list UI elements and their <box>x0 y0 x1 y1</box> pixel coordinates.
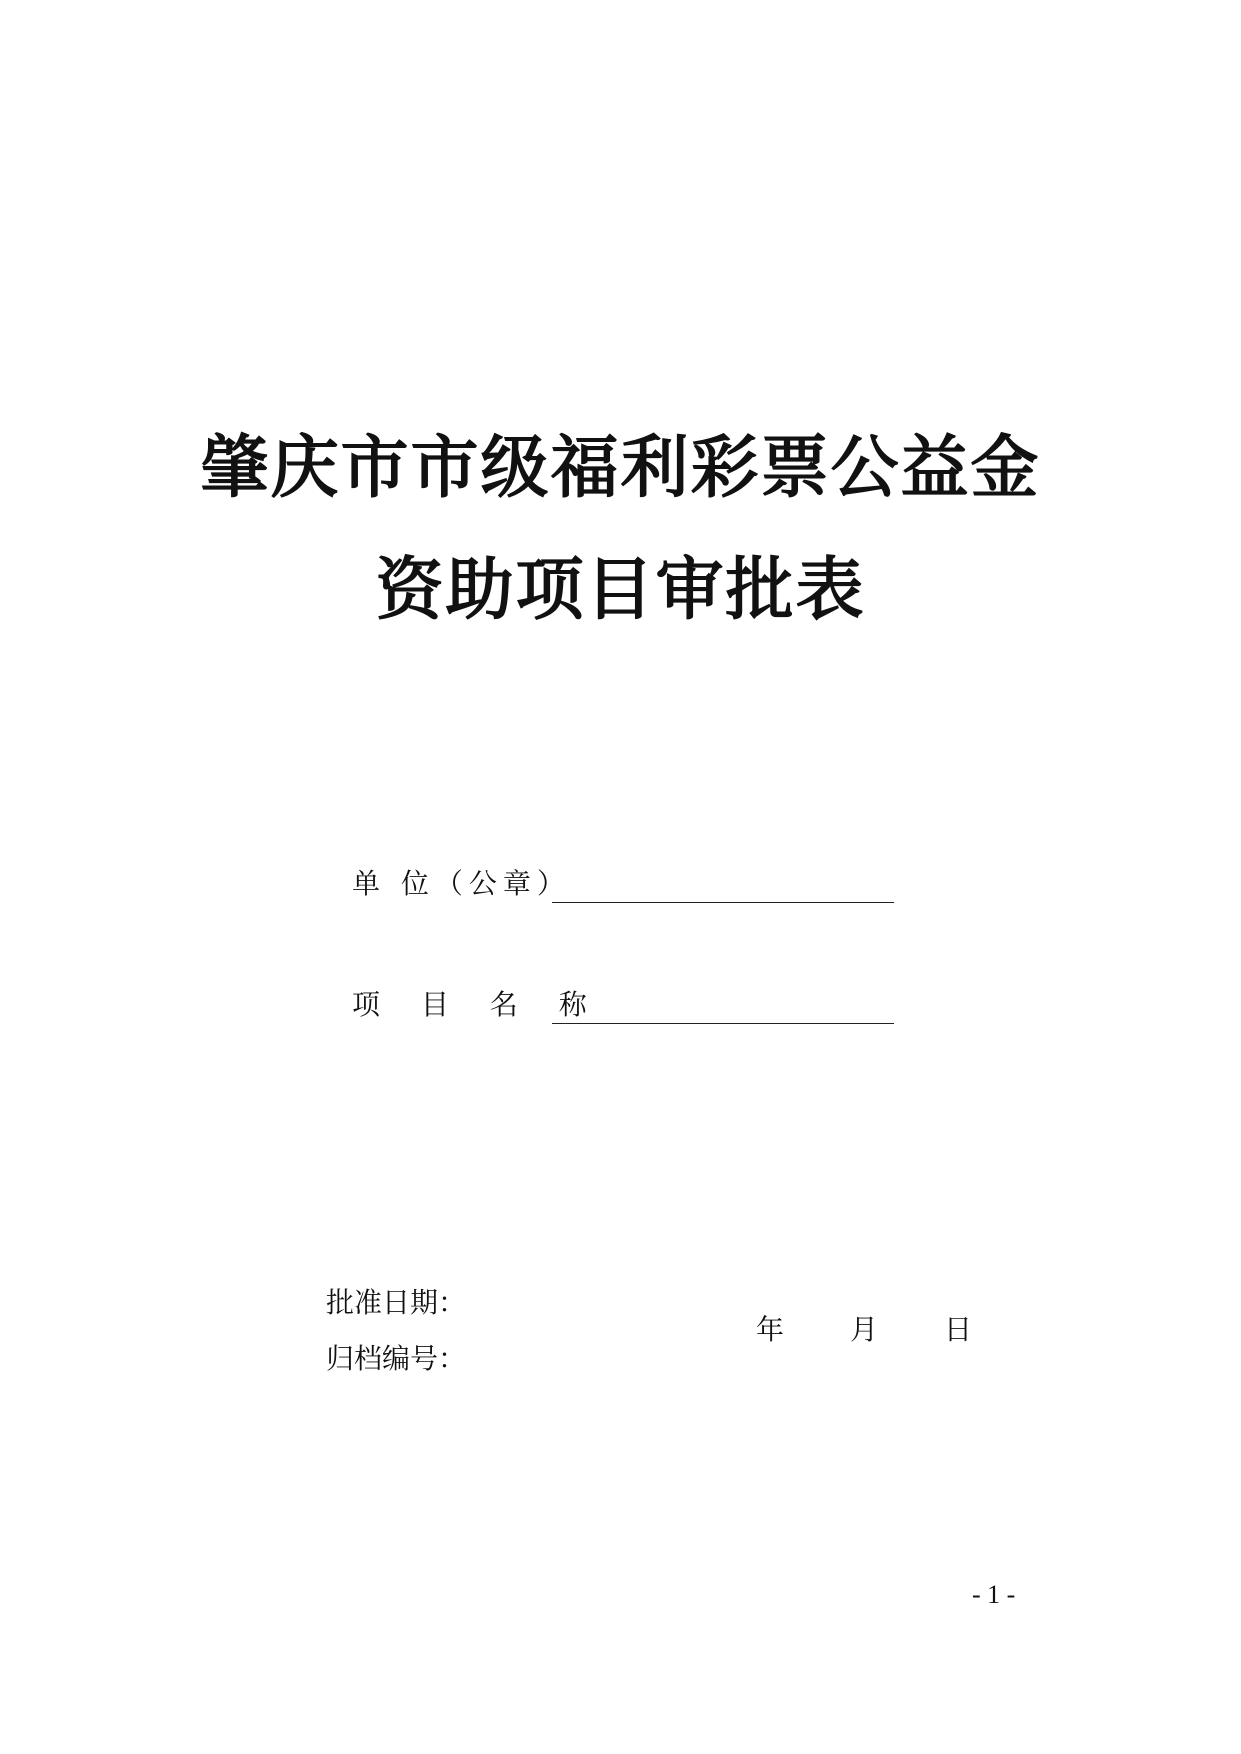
unit-blank-line[interactable] <box>552 902 894 903</box>
archive-number-label: 归档编号： <box>326 1342 467 1375</box>
project-name-label: 项 目 名 称 <box>352 988 603 1021</box>
unit-label: 单 位（公章） <box>352 867 571 900</box>
page-number: - 1 - <box>972 1580 1016 1609</box>
date-day-label: 日 <box>944 1313 973 1346</box>
date-year-label: 年 <box>756 1313 785 1346</box>
document-title-line-2: 资助项目审批表 <box>375 550 866 630</box>
project-name-field-row <box>352 983 603 1027</box>
document-title-line-1: 肇庆市市级福利彩票公益金 <box>200 428 1041 508</box>
date-month-label: 月 <box>850 1313 879 1346</box>
project-name-blank-line[interactable] <box>552 1023 894 1024</box>
unit-field-row <box>352 862 571 906</box>
approve-date-label: 批准日期： <box>326 1286 467 1319</box>
